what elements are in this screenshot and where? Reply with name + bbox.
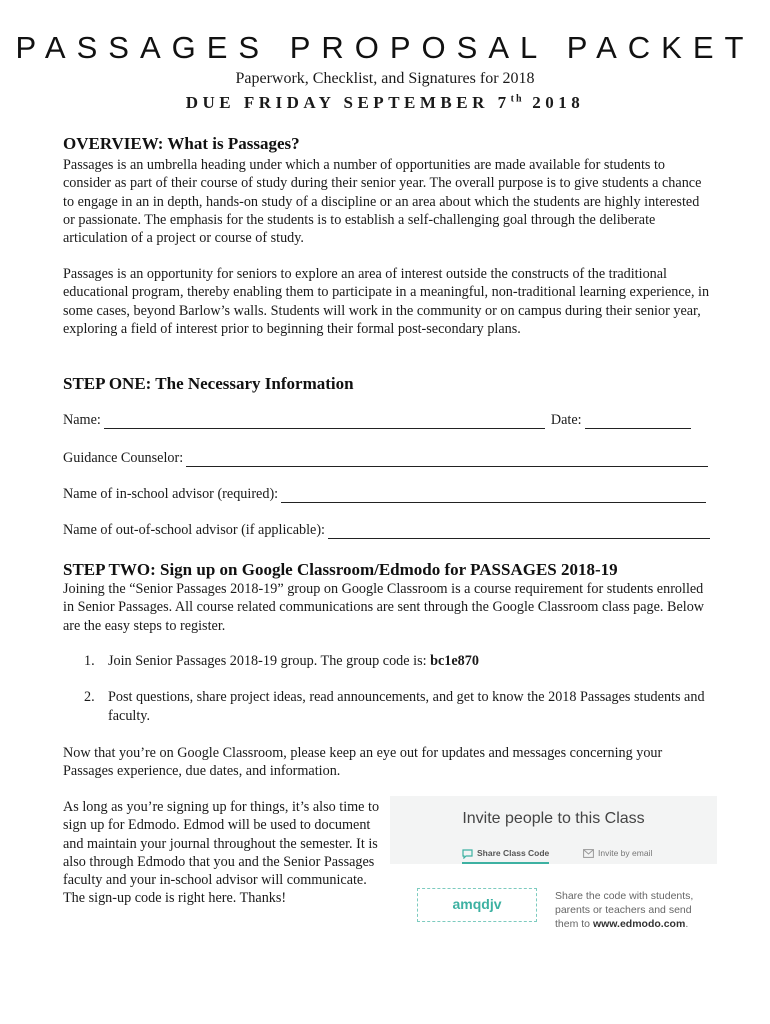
overview-paragraph-2: Passages is an opportunity for seniors to explore an area of interest outside the constructs of the traditional educational program, thereby enabling them to participate in a meaningful, non-traditional learning experience, in some cases, beyond Barlow’s walls. Students will work in the community or on campus during their senior year, exploring a field of interest prior to beginning their formal post-secondary plans.	[63, 266, 710, 337]
due-date-year: 2018	[523, 93, 585, 112]
step-two-list	[84, 652, 714, 725]
name-label: Name:	[63, 412, 101, 428]
share-class-code-label: Share Class Code	[477, 848, 550, 858]
out-school-advisor-input-line[interactable]	[328, 523, 710, 539]
list-item-number: 2.	[84, 689, 95, 706]
date-label: Date:	[550, 412, 582, 428]
step-two-intro: Joining the “Senior Passages 2018-19” group on Google Classroom is a course requirement for students enrolled in Senior Passages. All course related communications are sent through the Google Classroom class page. Below are the easy steps to register.	[63, 581, 705, 634]
page-subtitle: Paperwork, Checklist, and Signatures for 2018	[235, 70, 535, 87]
share-class-code-tab[interactable]	[462, 848, 549, 864]
name-input-line[interactable]	[104, 413, 545, 429]
out-school-advisor-row	[63, 522, 710, 539]
in-school-advisor-input-line[interactable]	[281, 487, 706, 503]
list-item	[84, 652, 714, 670]
counselor-input-line[interactable]	[186, 451, 708, 467]
due-date-suffix: th	[510, 93, 524, 105]
due-date	[0, 93, 770, 113]
name-date-row	[63, 412, 703, 429]
step-two-heading: STEP TWO: Sign up on Google Classroom/Edmodo for PASSAGES 2018-19	[63, 560, 618, 579]
list-item-text: Post questions, share project ideas, read announcements, and get to know the 2018 Passages students and faculty.	[108, 689, 705, 724]
out-school-advisor-label: Name of out-of-school advisor (if applicable):	[63, 522, 325, 538]
counselor-row	[63, 450, 708, 467]
edmodo-invite-panel	[390, 796, 717, 864]
in-school-advisor-label: Name of in-school advisor (required):	[63, 486, 279, 502]
list-item	[84, 688, 714, 725]
overview-heading: OVERVIEW: What is Passages?	[63, 134, 300, 153]
list-item-text: Join Senior Passages 2018-19 group. The group code is:	[108, 653, 431, 669]
counselor-label: Guidance Counselor:	[63, 450, 184, 466]
edmodo-url[interactable]: www.edmodo.com	[592, 918, 686, 930]
share-instructions	[555, 889, 715, 931]
in-school-advisor-row	[63, 486, 706, 503]
page-title: PASSAGES PROPOSAL PACKET	[15, 30, 755, 65]
list-item-number: 1.	[84, 653, 95, 669]
invite-title: Invite people to this Class	[462, 810, 645, 827]
date-input-line[interactable]	[585, 413, 691, 429]
step-two-followup: Now that you’re on Google Classroom, please keep an eye out for updates and messages concerning your Passages experience, due dates, and information.	[63, 745, 663, 780]
chat-bubble-icon	[462, 849, 473, 859]
group-code: bc1e870	[430, 653, 479, 669]
invite-by-email-label: Invite by email	[598, 848, 653, 858]
invite-by-email-tab[interactable]	[583, 848, 652, 858]
step-one-heading: STEP ONE: The Necessary Information	[63, 374, 354, 393]
share-instructions-text: Share the code with students, parents or teachers and send them to	[555, 890, 694, 930]
overview-paragraph-1: Passages is an umbrella heading under which a number of opportunities are made available for students to consider as part of their course of study during their senior year. The overall purpose is to give students a chance to engage in an in depth, hands-on study of a discipline or an area about which the students are highly interested or passionate. The emphasis for the students is to establish a self-challenging goal through the deliberate articulation of a project or course of study.	[63, 157, 702, 247]
edmodo-paragraph: As long as you’re signing up for things, it’s also time to sign up for Edmodo. Edmod will be used to document and maintain your journal throughout the semester. It is also through Edmodo that you and the Senior Passages faculty and your in-school advisor will communicate. The sign-up code is right here. Thanks!	[63, 799, 380, 907]
due-date-main: DUE FRIDAY SEPTEMBER 7	[185, 93, 511, 112]
edmodo-code-box[interactable]: amqdjv	[417, 888, 537, 922]
share-instructions-end: .	[685, 918, 689, 930]
envelope-icon	[583, 849, 594, 858]
